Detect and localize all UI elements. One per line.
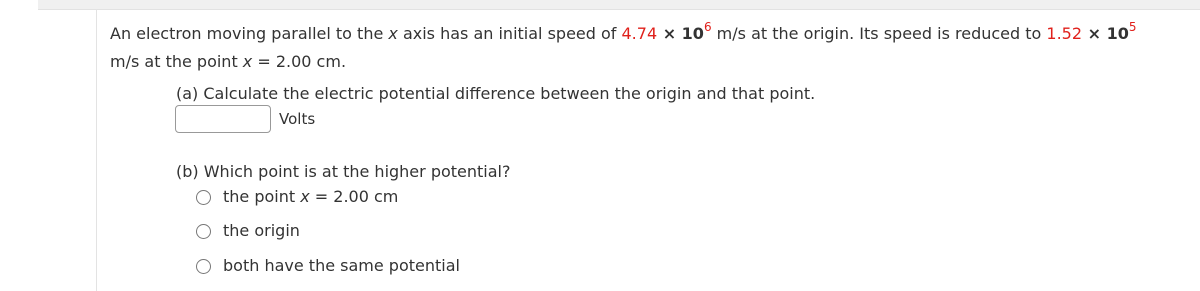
- radio-button[interactable]: [196, 259, 211, 274]
- potential-difference-input[interactable]: [175, 105, 271, 133]
- problem-statement: [110, 20, 1190, 76]
- variable-x: x: [388, 24, 398, 43]
- option-origin[interactable]: [196, 220, 300, 242]
- left-divider: [96, 9, 97, 291]
- option-label: both have the same potential: [223, 256, 460, 275]
- initial-speed-value: 4.74: [621, 24, 658, 43]
- header-strip: [38, 0, 1200, 10]
- option-same-potential[interactable]: [196, 255, 460, 277]
- option-point-x[interactable]: [196, 186, 398, 208]
- option-label-suffix: = 2.00 cm: [309, 187, 399, 206]
- final-speed-exponent: 5: [1128, 19, 1137, 34]
- radio-button[interactable]: [196, 224, 211, 239]
- answer-row: [175, 104, 315, 134]
- variable-x: x: [242, 52, 253, 71]
- part-a-question: (a) Calculate the electric potential difference between the origin and that point.: [176, 84, 816, 103]
- part-b-question: (b) Which point is at the higher potential?: [176, 162, 511, 181]
- problem-text: axis has an initial speed of: [397, 24, 622, 43]
- times-ten: × 10: [1082, 24, 1129, 43]
- unit-label: Volts: [279, 110, 316, 128]
- problem-text: An electron moving parallel to the: [110, 24, 389, 43]
- problem-text: m/s at the origin. Its speed is reduced to: [711, 24, 1047, 43]
- option-label-prefix: the point: [223, 187, 301, 206]
- final-speed-value: 1.52: [1046, 24, 1083, 43]
- initial-speed-exponent: 6: [703, 19, 712, 34]
- option-label: the origin: [223, 221, 300, 240]
- times-ten: × 10: [657, 24, 704, 43]
- problem-text: = 2.00 cm.: [252, 52, 347, 71]
- radio-button[interactable]: [196, 190, 211, 205]
- option-label: [223, 186, 398, 208]
- variable-x: x: [300, 187, 310, 206]
- problem-text: m/s at the point: [110, 52, 243, 71]
